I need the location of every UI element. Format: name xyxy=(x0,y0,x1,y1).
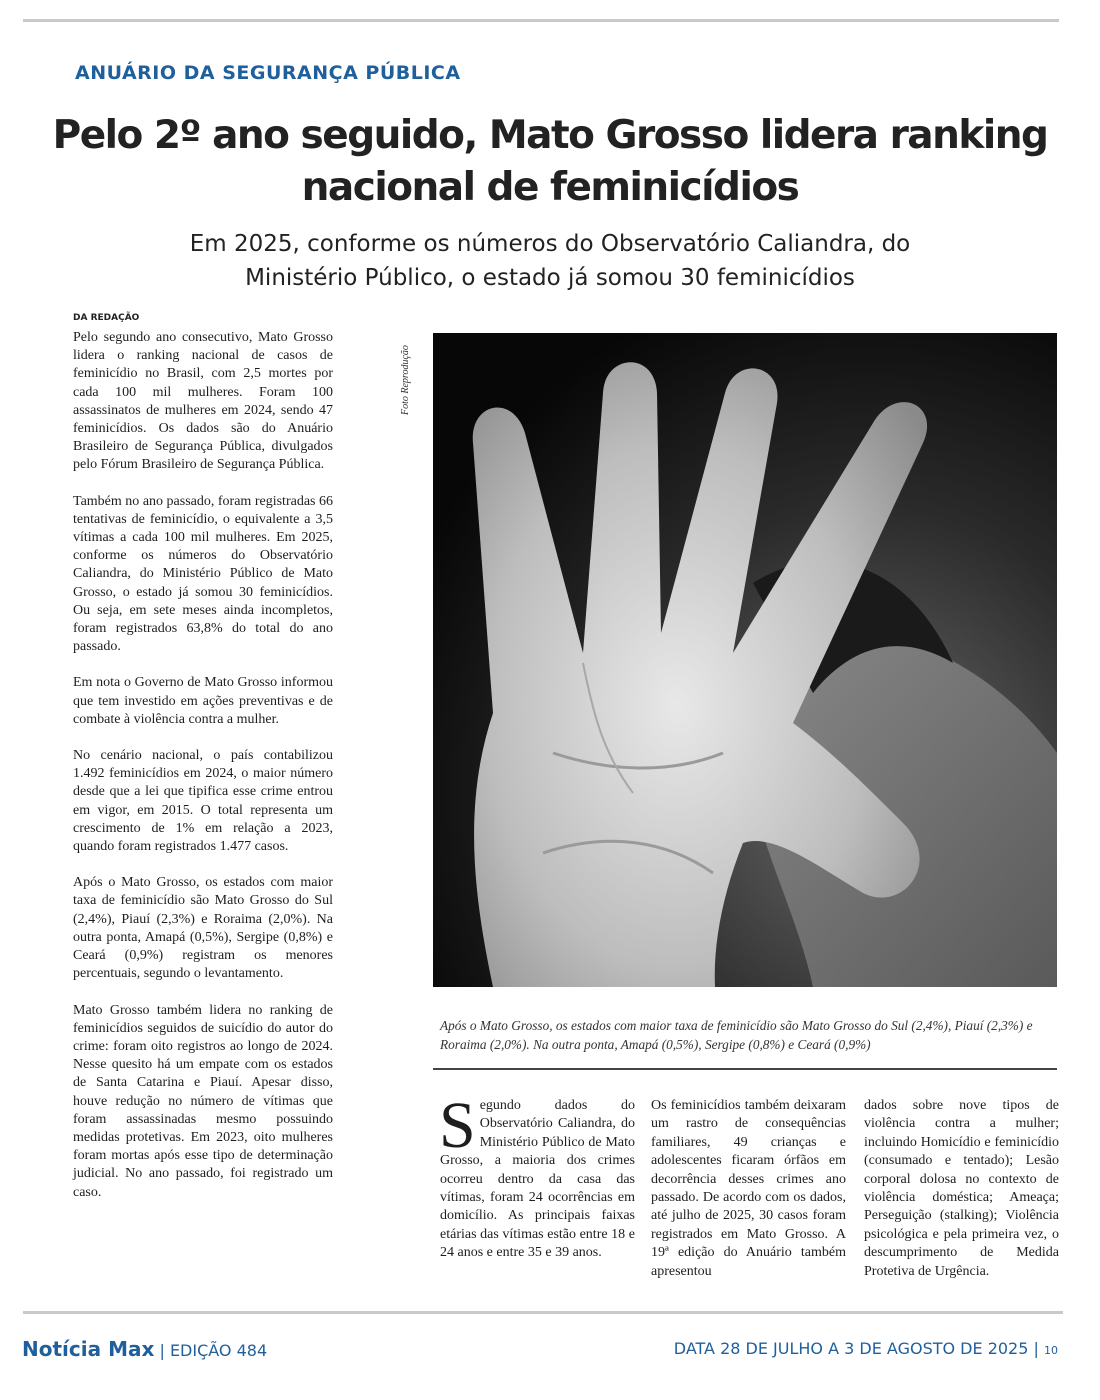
top-rule xyxy=(23,19,1059,22)
bottom-column-2 xyxy=(651,1097,846,1281)
footer-date xyxy=(674,1339,1058,1358)
headline-line-2: nacional de feminicídios xyxy=(301,165,799,210)
paragraph: Mato Grosso também lidera no ranking de feminicídios seguidos de suicídio do autor do crime: foram oito registros ao longo de 2024. Nesse quesito há um empate com os estados de Santa Catarina e Piauí. Apesar disso, houve redução no número de vítimas que foram assassinadas mesmo possuindo medidas protetivas. Em 2023, oito mulheres foram mortas após esse tipo de determinação judicial. No ano passado, foi registrado um caso. xyxy=(73,1002,333,1200)
bottom-column-3 xyxy=(864,1097,1059,1281)
paragraph: Pelo segundo ano consecutivo, Mato Grosso lidera o ranking nacional de casos de feminicídio no Brasil, com 2,5 mortes por cada 100 mil mulheres. Foram 100 assassinatos de mulheres em 2024, sendo 47 feminicídios. Os dados são do Anuário Brasileiro de Segurança Pública, divulgados pelo Fórum Brasileiro de Segurança Pública. xyxy=(73,330,333,473)
paragraph: Após o Mato Grosso, os estados com maior taxa de feminicídio são Mato Grosso do Sul (2,4%), Piauí (2,3%) e Roraima (2,0%). Na outra ponta, Amapá (0,5%), Sergipe (0,8%) e Ceará (0,9%) registram os menores percentuais, segundo o levantamento. xyxy=(73,875,333,982)
raised-hand-photo xyxy=(433,333,1057,987)
subheadline xyxy=(40,227,1060,295)
subheadline-line-2: Ministério Público, o estado já somou 30 feminicídios xyxy=(245,265,855,291)
column-text: dados sobre nove tipos de violência contra a mulher; incluindo Homicídio e feminicídio (consumado e tentado); Lesão corporal dolosa no contexto de violência doméstica; Ameaça; Perseguição (stalking); Violência psicológica e pela primeira vez, o descumprimento de Medida Protetiva de Urgência. xyxy=(864,1098,1059,1279)
byline: DA REDAÇÃO xyxy=(73,313,140,323)
date-label: DATA 28 DE JULHO A 3 DE AGOSTO DE 2025 xyxy=(673,1339,1029,1358)
column-text: Os feminicídios também deixaram um rastro de consequências familiares, 49 crianças e adolescentes ficaram órfãos em decorrência desses crimes ano passado. De acordo com os dados, até julho de 2025, 30 casos foram registrados em Mato Grosso. A 19ª edição do Anuário também apresentou xyxy=(651,1098,846,1279)
photo-caption: Após o Mato Grosso, os estados com maior taxa de feminicídio são Mato Grosso do Sul (2,4%), Piauí (2,3%) e Roraima (2,0%). Na outra ponta, Amapá (0,5%), Sergipe (0,8%) e Ceará (0,9%) xyxy=(440,1018,1033,1052)
paragraph: Também no ano passado, foram registradas 66 tentativas de feminicídio, o equivalente a 3,5 vítimas a cada 100 mil mulheres. Em 2025, conforme os números do Observatório Caliandra, do Ministério Público de Mato Grosso, o estado já somou 30 feminicídios. Ou seja, em sete meses ainda incompletos, foram registrados 63,8% do total do ano passado. xyxy=(73,493,333,655)
article-photo xyxy=(433,333,1057,987)
headline xyxy=(40,110,1060,214)
left-column xyxy=(73,329,333,1220)
brand-name: Notícia Max xyxy=(22,1337,155,1361)
page-number: 10 xyxy=(1044,1344,1058,1357)
edition-label: | EDIÇÃO 484 xyxy=(159,1341,268,1360)
headline-line-1: Pelo 2º ano seguido, Mato Grosso lidera ranking xyxy=(52,113,1048,158)
footer-brand xyxy=(22,1337,267,1361)
footer-rule xyxy=(23,1311,1063,1314)
footer-separator: | xyxy=(1033,1339,1039,1358)
photo-credit: Foto Reprodução xyxy=(400,345,411,415)
drop-cap: S xyxy=(439,1089,476,1162)
bottom-column-1 xyxy=(439,1089,635,1263)
paragraph: Em nota o Governo de Mato Grosso informou que tem investido em ações preventivas e de combate à violência contra a mulher. xyxy=(73,675,333,727)
subheadline-line-1: Em 2025, conforme os números do Observatório Caliandra, do xyxy=(189,231,911,257)
paragraph: No cenário nacional, o país contabilizou 1.492 feminicídios em 2024, o maior número desde que a lei que tipifica esse crime entrou em vigor, em 2015. O total representa um crescimento de 1% em relação a 2023, quando foram registrados 1.477 casos. xyxy=(73,748,333,855)
column-text: egundo dados do Observatório Caliandra, do Ministério Público de Mato Grosso, a maioria dos crimes ocorreu dentro da casa das vítimas, foram 24 ocorrências em domicílio. As principais faixas etárias das vítimas estão entre 18 e 24 anos e entre 35 e 39 anos. xyxy=(440,1098,635,1261)
caption-rule xyxy=(433,1068,1057,1070)
section-kicker: ANUÁRIO DA SEGURANÇA PÚBLICA xyxy=(75,62,461,84)
